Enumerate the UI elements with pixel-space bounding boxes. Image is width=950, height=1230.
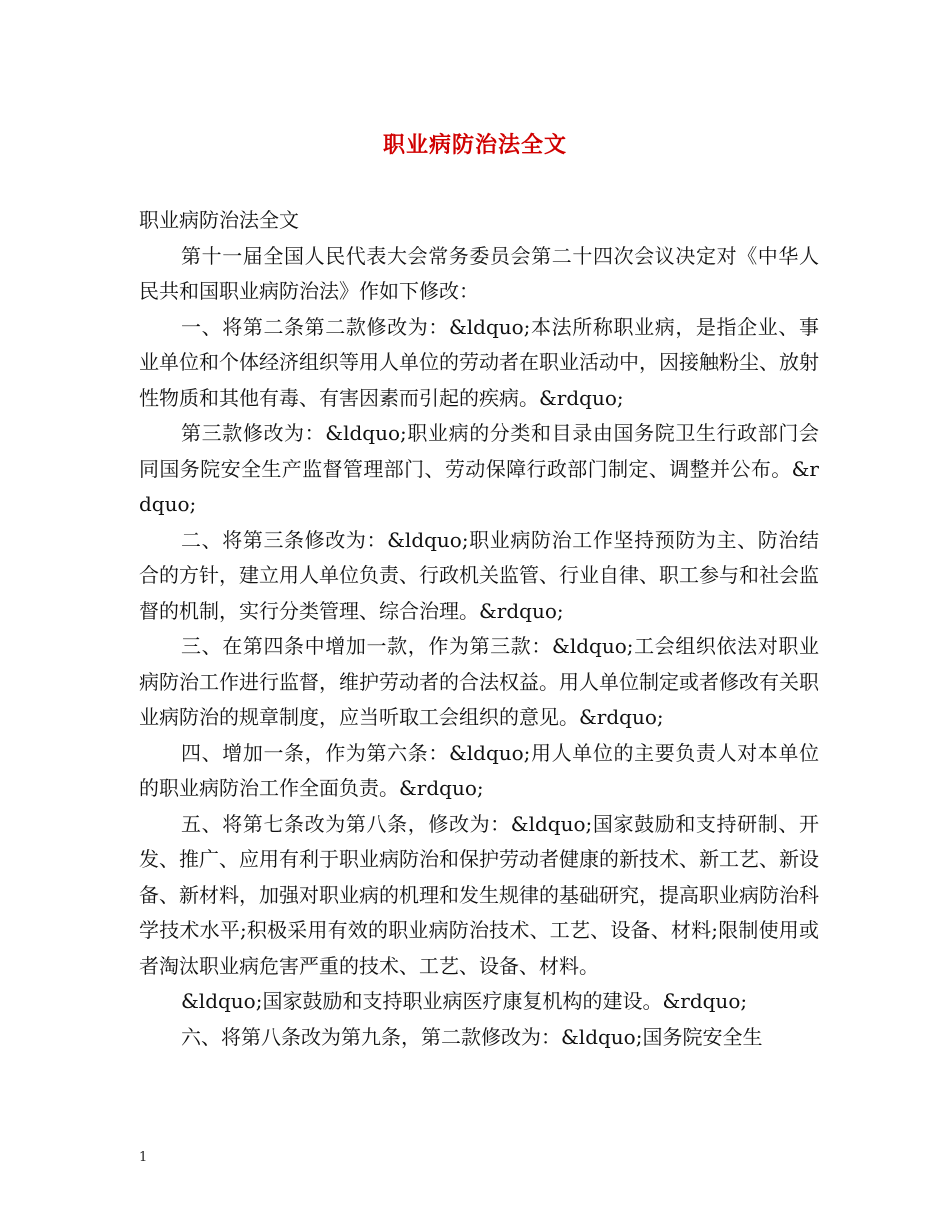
paragraph: 六、将第八条改为第九条，第二款修改为：&ldquo;国务院安全生	[181, 1024, 763, 1049]
paragraph: 二、将第三条修改为：&ldquo;职业病防治工作坚持预防为主、防治结合的方针，建立用人单位负责、行政机关监管、行业自律、职工参与和社会监督的机制，实行分类管理、综合治理。&rdquo;	[139, 527, 819, 623]
paragraph: 一、将第二条第二款修改为：&ldquo;本法所称职业病，是指企业、事业单位和个体经济组织等用人单位的劳动者在职业活动中，因接触粉尘、放射性物质和其他有毒、有害因素而引起的疾病。&rdquo;	[139, 314, 819, 410]
paragraph: 第十一届全国人民代表大会常务委员会第二十四次会议决定对《中华人民共和国职业病防治法》作如下修改：	[139, 243, 819, 303]
paragraph: 四、增加一条，作为第六条：&ldquo;用人单位的主要负责人对本单位的职业病防治工作全面负责。&rdquo;	[139, 740, 819, 800]
document-body	[139, 203, 819, 1055]
paragraph: 职业病防治法全文	[139, 208, 299, 232]
document-title: 职业病防治法全文	[382, 132, 567, 158]
paragraph: &ldquo;国家鼓励和支持职业病医疗康复机构的建设。&rdquo;	[181, 989, 748, 1013]
paragraph: 五、将第七条改为第八条，修改为：&ldquo;国家鼓励和支持研制、开发、推广、应用有利于职业病防治和保护劳动者健康的新技术、新工艺、新设备、新材料，加强对职业病的机理和发生规律的基础研究，提高职业病防治科学技术水平;积极采用有效的职业病防治技术、工艺、设备、材料;限制使用或者淘汰职业病危害严重的技术、工艺、设备、材料。	[139, 811, 819, 978]
page-number: 1	[139, 1150, 148, 1165]
paragraph: 第三款修改为：&ldquo;职业病的分类和目录由国务院卫生行政部门会同国务院安全生产监督管理部门、劳动保障行政部门制定、调整并公布。&rdquo;	[139, 421, 819, 516]
paragraph: 三、在第四条中增加一款，作为第三款：&ldquo;工会组织依法对职业病防治工作进行监督，维护劳动者的合法权益。用人单位制定或者修改有关职业病防治的规章制度，应当听取工会组织的意见。&rdquo;	[139, 634, 819, 729]
